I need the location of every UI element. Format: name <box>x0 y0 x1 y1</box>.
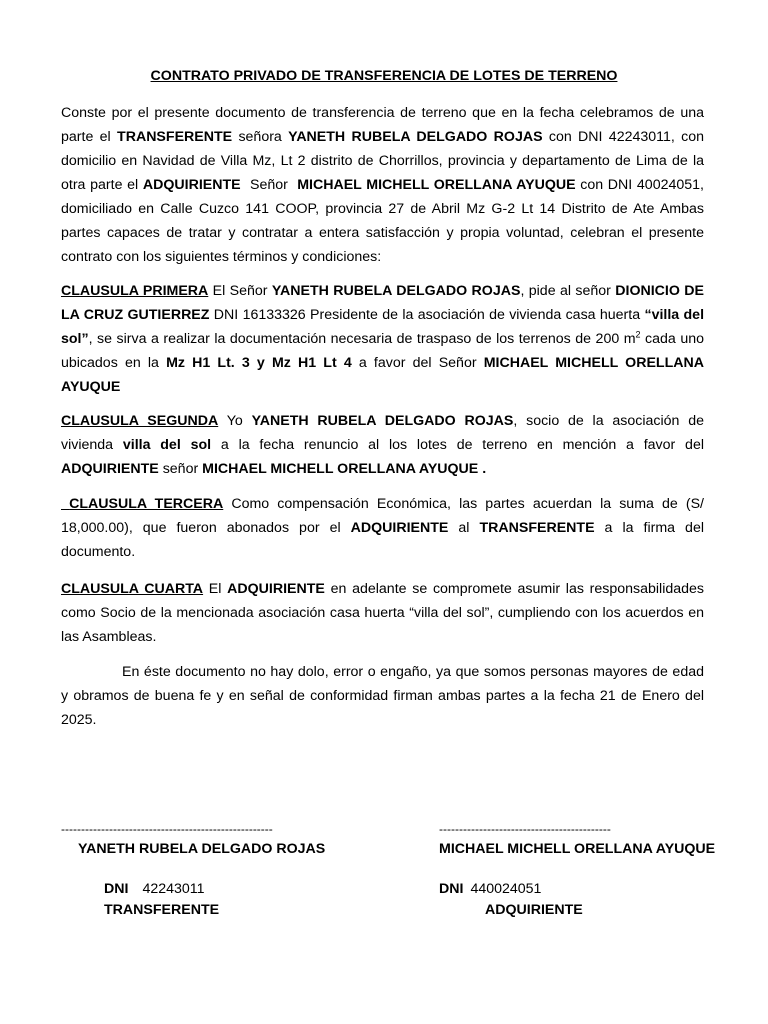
clause-segunda-bold-4: MICHAEL MICHELL ORELLANA AYUQUE . <box>202 461 487 477</box>
clause-primera-text-3: DNI 16133326 Presidente de la asociación de vivienda casa huerta <box>209 307 645 323</box>
intro-text-2: señora <box>232 129 289 145</box>
clause-primera-text-1: El Señor <box>208 283 272 299</box>
clause-cuarta <box>61 577 704 649</box>
superscript-two: 2 <box>635 329 641 340</box>
dni-value-right: 440024051 <box>470 881 542 897</box>
signature-line-right: ------------------------------------------- <box>439 822 611 836</box>
intro-bold-4: MICHAEL MICHELL ORELLANA AYUQUE <box>297 177 576 193</box>
clause-cuarta-bold-1: ADQUIRIENTE <box>227 581 325 597</box>
clause-tercera-heading: CLAUSULA TERCERA <box>61 496 224 512</box>
clause-tercera-bold-1: ADQUIRIENTE <box>350 520 449 536</box>
contract-title: CONTRATO PRIVADO DE TRANSFERENCIA DE LOTES DE TERRENO <box>150 68 618 84</box>
clause-tercera-text-3: a la firma del documento. <box>61 520 704 560</box>
clause-cuarta-text-1: El <box>203 581 228 597</box>
closing-paragraph: En éste documento no hay dolo, error o engaño, ya que somos personas mayores de edad y obramos de buena fe y en señal de conformidad firman ambas partes a la fecha 21 de Enero del 2025. <box>61 664 704 728</box>
clause-segunda-bold-1: YANETH RUBELA DELGADO ROJAS <box>251 413 514 429</box>
clause-segunda-text-3: a la fecha renuncio al los lotes de terreno en mención a favor del <box>211 437 704 453</box>
clause-primera-text-2: , pide al señor <box>520 283 616 299</box>
signer-name-right: MICHAEL MICHELL ORELLANA AYUQUE <box>439 841 716 857</box>
dni-label-left: DNI <box>104 881 129 897</box>
clause-primera-text-5: cada uno ubicados en la <box>61 331 704 371</box>
clause-primera-bold-2: DIONICIO DE LA CRUZ GUTIERREZ <box>61 283 704 323</box>
clause-segunda-text-2: , socio de la asociación de vivienda <box>61 413 704 453</box>
intro-bold-3: ADQUIRIENTE <box>142 177 241 193</box>
intro-text-4: Señor <box>240 177 298 193</box>
clause-primera-heading: CLAUSULA PRIMERA <box>61 283 209 299</box>
clause-cuarta-text-2: en adelante se compromete asumir las responsabilidades como Socio de la mencionada asociación casa huerta “villa del sol”, cumpliendo con los acuerdos en las Asambleas. <box>61 581 705 645</box>
signer-role-left: TRANSFERENTE <box>104 902 220 918</box>
clause-tercera-text-2: al <box>448 520 480 536</box>
intro-bold-1: TRANSFERENTE <box>117 129 233 145</box>
intro-text-5: con DNI 40024051, domiciliado en Calle Cuzco 141 COOP, provincia 27 de Abril Mz G-2 Lt 14 Distrito de Ate Ambas partes capaces de tratar y contratar a entera satisfacción y propia voluntad, celebran el presente contrato con los siguientes términos y condiciones: <box>61 177 704 265</box>
clause-tercera-bold-2: TRANSFERENTE <box>479 520 595 536</box>
clause-segunda-bold-3: ADQUIRIENTE <box>61 461 159 477</box>
signature-line-left: ----------------------------------------------------- <box>61 822 273 836</box>
signer-role-right: ADQUIRIENTE <box>485 902 583 918</box>
signer-name-left: YANETH RUBELA DELGADO ROJAS <box>78 841 326 857</box>
clause-segunda-text-1: Yo <box>218 413 252 429</box>
dni-value-left: 42243011 <box>142 881 205 897</box>
dni-label-right: DNI <box>439 881 464 897</box>
clause-segunda-heading: CLAUSULA SEGUNDA <box>61 413 219 429</box>
clause-primera-text-4: , se sirva a realizar la documentación necesaria de traspaso de los terrenos de 200 m <box>88 331 636 347</box>
clause-segunda <box>61 409 704 481</box>
clause-tercera-text-1: Como compensación Económica, las partes acuerdan la suma de (S/ 18,000.00), que fueron abonados por el <box>61 496 704 536</box>
clause-primera-bold-4: Mz H1 Lt. 3 y Mz H1 Lt 4 <box>166 355 352 371</box>
clause-primera-bold-1: YANETH RUBELA DELGADO ROJAS <box>271 283 521 299</box>
clause-tercera <box>61 492 704 564</box>
clause-cuarta-heading: CLAUSULA CUARTA <box>61 581 204 597</box>
intro-paragraph <box>61 101 704 269</box>
signer-dni-right <box>439 880 541 898</box>
clause-primera-text-6: a favor del Señor <box>351 355 484 371</box>
intro-text-1: Conste por el presente documento de transferencia de terreno que en la fecha celebramos de una parte el <box>61 105 704 145</box>
signer-dni-left <box>104 880 205 898</box>
clause-segunda-bold-2: villa del sol <box>122 437 212 453</box>
intro-text-3: con DNI 42243011, con domicilio en Navidad de Villa Mz, Lt 2 distrito de Chorrillos, provincia y departamento de Lima de la otra parte el <box>61 129 705 193</box>
clause-segunda-text-4: señor <box>158 461 203 477</box>
intro-bold-2: YANETH RUBELA DELGADO ROJAS <box>288 129 543 145</box>
clause-primera-bold-5: MICHAEL MICHELL ORELLANA AYUQUE <box>61 355 704 395</box>
clause-primera-bold-3: “villa del sol” <box>61 307 705 347</box>
clause-primera <box>61 279 704 399</box>
